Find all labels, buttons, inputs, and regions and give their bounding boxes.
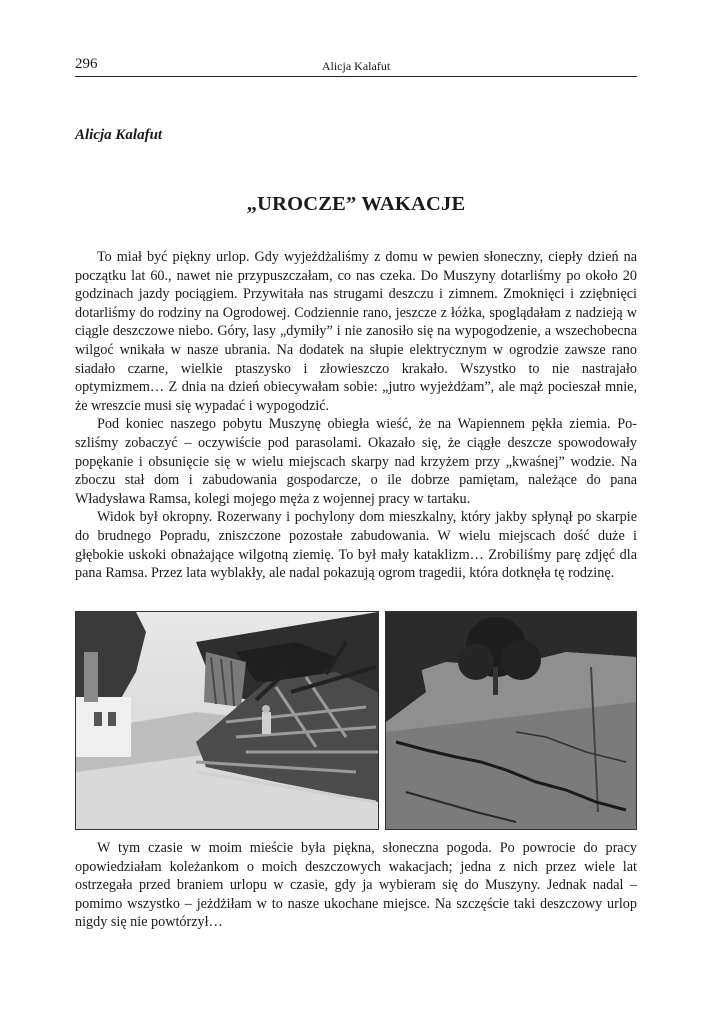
page-header bbox=[75, 56, 637, 77]
paragraph: Widok był okropny. Rozerwany i pochylony dom mieszkalny, który jakby spłynął po skarpie do brudnego Popradu, zniszczone pozostałe zabudowania. W wielu miejscach dość duże i głębokie uskoki obnażające wilgotną ziemię. To był mały kataklizm… Zrobiliśmy parę zdjęć dla pana Ramsa. Przez lata wyblakły, ale nadal pokazują ogrom tragedii, która dotknęła tę rodzinę. bbox=[75, 509, 637, 582]
body-text-lower bbox=[75, 839, 637, 932]
photo-cracked-hillside bbox=[385, 611, 637, 830]
author-name: Alicja Kalafut bbox=[75, 127, 163, 143]
article-title: „UROCZE” WAKACJE bbox=[246, 193, 466, 215]
running-head: Alicja Kalafut bbox=[321, 59, 391, 73]
paragraph: Pod koniec naszego pobytu Muszynę obiegła wieść, że na Wapiennem pękła ziemia. Poszliśmy zobaczyć – oczywiście pod parasolami. Okazało się, że ciągłe deszcze spowodowały popękanie i obsunięcie się w wielu miejscach skarpy nad krzyżem przy „kwaśnej” wodzie. Na zboczu stał dom i zabudowania gospodarcze, o ile dobrze pamiętam, należące do pana Władysława Ramsa, kolegi mojego męża z wojennej pracy w tartaku. bbox=[75, 416, 637, 507]
paragraph: To miał być piękny urlop. Gdy wyjeżdżaliśmy z domu w pewien słoneczny, ciepły dzień na początku lat 60., nawet nie przypuszczałam, co nas czeka. Do Muszyny dotarliśmy po około 20 godzinach jazdy pociągiem. Przywitała nas strugami deszczu i zimnem. Zmoknięci i zziębnięci dotarliśmy do rodziny na Ogrodowej. Codziennie rano, jeszcze z łóżka, spoglądałam z nadzieją w ciągle deszczowe niebo. Góry, lasy „dymiły” i nie zanosiło się na wypogodzenie, a wszechobecna wilgoć wnikała w nasze ubrania. Na dodatek na słupie elektrycznym w ogrodzie zawsze rano siadało czarne, wielkie ptaszysko i złowieszczo krakało. Wszystko to nie nastrajało optymizmem… Z dnia na dzień obiecywałam sobie: „jutro wyjeżdżam”, ale mąż pocieszał mnie, że wreszcie musi się wypadać i wypogodzić. bbox=[75, 249, 637, 414]
paragraph: W tym czasie w moim mieście była piękna, słoneczna pogoda. Po powrocie do pracy opowiedziałam koleżankom o moich deszczowych wakacjach; jedna z nich przez wiele lat ostrzegała przed braniem urlopu w czasie, gdy ja wybieram się do Muszyny. Jednak nadal – pomimo wszystko – jeżdżiłam w to nasze ukochane miejsce. Na szczęście taki deszczowy urlop nigdy się nie powtórzył… bbox=[75, 840, 637, 931]
body-text-upper bbox=[75, 248, 637, 583]
page-number: 296 bbox=[75, 56, 98, 72]
photo-destroyed-house bbox=[75, 611, 379, 830]
